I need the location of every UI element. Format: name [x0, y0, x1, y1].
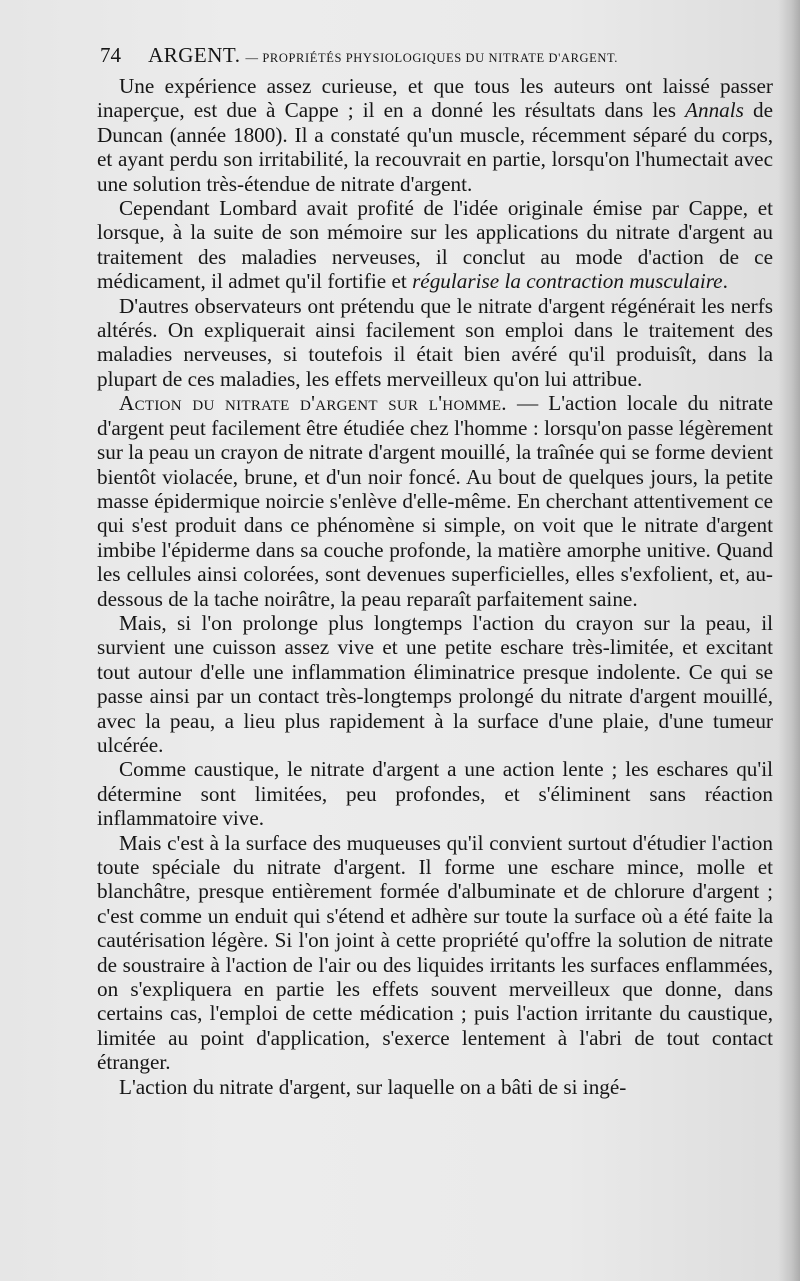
paragraph-lombard: Cependant Lombard avait profité de l'idée originale émise par Cappe, et lorsque, à la suite de son mémoire sur les applications du nitrate d'argent au traitement des maladies nerveuses, il conclut au mode d'action de ce médicament, il admet qu'il fortifie et régularise la contraction musculaire.	[97, 196, 773, 294]
section-heading: Action du nitrate d'argent sur l'homme.	[119, 391, 507, 416]
page-header	[100, 43, 780, 70]
body-text	[97, 74, 773, 1099]
paragraph-caustic: Comme caustique, le nitrate d'argent a une action lente ; les eschares qu'il détermine sont limitées, peu profondes, et s'éliminent sans réaction inflammatoire vive.	[97, 757, 773, 831]
paragraph-other-observers: D'autres observateurs ont prétendu que le nitrate d'argent régénérait les nerfs altérés. On expliquerait ainsi facilement son emploi dans le traitement des maladies nerveuses, si toutefois il était bien avéré qu'il produisît, dans la plupart de ces maladies, les effets merveilleux qu'on lui attribue.	[97, 293, 773, 391]
paragraph-final-line: L'action du nitrate d'argent, sur laquelle on a bâti de si ingé-	[119, 1074, 627, 1099]
paragraph-cappe-experiment: Une expérience assez curieuse, et que tous les auteurs ont laissé passer inaperçue, est due à Cappe ; il en a donné les résultats dans les Annals de Duncan (année 1800). Il a constaté qu'un muscle, récemment séparé du corps, et ayant perdu son irritabilité, la recouvrait en partie, lorsqu'on l'humectait avec une solution très-étendue de nitrate d'argent.	[97, 74, 774, 196]
page-number: 74	[100, 43, 121, 67]
paragraph-mucous-membranes: Mais c'est à la surface des muqueuses qu'il convient surtout d'étudier l'action toute spéciale du nitrate d'argent. Il forme une eschare mince, molle et blanchâtre, presque entièrement formée d'albuminate et de chlorure d'argent ; c'est comme un enduit qui s'étend et adhère sur toute la surface où a été faite la cautérisation légère. Si l'on joint à cette propriété qu'offre la solution de nitrate de soustraire à l'action de l'air ou des liquides irritants les surfaces enflammées, on s'expliquera en partie les effets souvent merveilleux que donne, dans certains cas, l'emploi de cette médication ; puis l'action irritante du caustique, limitée au point d'application, s'exerce lentement à l'abri de tout contact étranger.	[97, 830, 773, 1075]
running-title: ARGENT.	[148, 43, 241, 67]
running-subtitle: — PROPRIÉTÉS PHYSIOLOGIQUES DU NITRATE D'ARGENT.	[245, 51, 619, 65]
paragraph-action-on-man: Action du nitrate d'argent sur l'homme. — L'action locale du nitrate d'argent peut facilement être étudiée chez l'homme : lorsqu'on passe légèrement sur la peau un crayon de nitrate d'argent mouillé, la traînée qui se forme devient bientôt violacée, brune, et d'un noir foncé. Au bout de quelques jours, la petite masse épidermique noircie s'enlève d'elle-même. En cherchant attentivement ce qui s'est produit dans ce phénomène si simple, on voit que le nitrate d'argent imbibe l'épiderme dans sa couche profonde, la matière amorphe unitive. Quand les cellules ainsi colorées, sont devenues superficielles, elles s'exfolient, et, au-dessous de la tache noirâtre, la peau reparaît parfaitement saine.	[97, 391, 773, 611]
spine-shadow	[778, 0, 800, 1281]
paragraph-prolonged-action: Mais, si l'on prolonge plus longtemps l'action du crayon sur la peau, il survient une cuisson assez vive et une petite eschare très-limitée, et excitant tout autour d'elle une inflammation éliminatrice presque indolente. Ce qui se passe ainsi par un contact très-longtemps prolongé du nitrate d'argent mouillé, avec la peau, a lieu plus rapidement à la surface d'une plaie, d'une tumeur ulcérée.	[97, 610, 773, 757]
